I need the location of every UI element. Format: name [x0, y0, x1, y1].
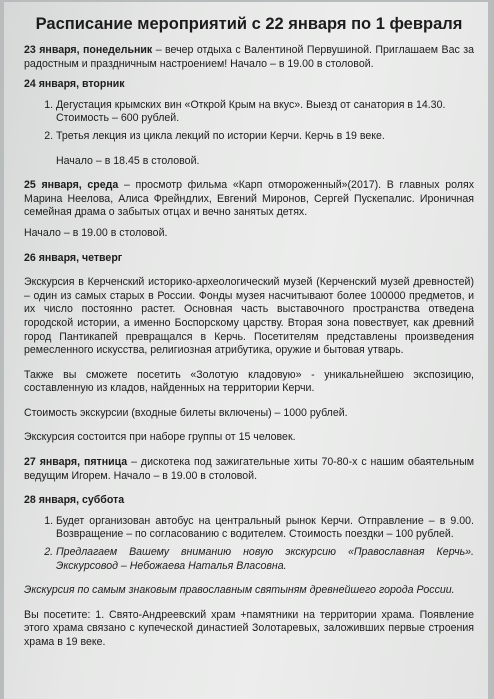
event-text: – вечер отдыха с Валентиной Первушиной. Приглашаем Вас за радостным и праздничным настроением! Начало – в 19.00 в столовой. [24, 44, 475, 70]
event-text: – просмотр фильма «Карп отмороженный»(2017). В главных ролях Марина Неелова, Алиса Фрейндлих, Евгений Миронов, Сергей Пускепалис. Ироничная семейная драма о забытых отцах и вечно занятых детях. [24, 179, 474, 219]
start-time-jan-25: Начало – в 19.00 в столовой. [24, 226, 168, 239]
list-item: 2. Предлагаем Вашему вниманию новую экскурсию «Православная Керчь». Экскурсовод – Небожаева Наталья Власовна. [56, 546, 474, 573]
orthodox-tour-note: Экскурсия по самым знаковым православным святыням древнейшего города России. [24, 584, 455, 597]
day-heading: 27 января, пятница [24, 456, 128, 469]
event-jan-23 [24, 44, 474, 71]
tour-price: Стоимость экскурсии (входные билеты включены) – 1000 рублей. [24, 406, 348, 419]
gold-pantry-note: Также вы сможете посетить «Золотую кладовую» - уникальнейшею экспозицию, составленную из кладов, найденных на территории Керчи. [24, 368, 474, 395]
start-time-jan-24: Начало – в 18.45 в столовой. [56, 154, 200, 167]
event-text: – дискотека под зажигательные хиты 70-80-х с нашим обаятельным ведущим Игорем. Начало – в 19.00 в столовой. [24, 456, 474, 482]
group-size-note: Экскурсия состоится при наборе группы от 15 человек. [24, 431, 296, 444]
event-jan-27 [24, 456, 474, 483]
schedule-sheet [4, 2, 488, 699]
page-title: Расписание мероприятий с 22 января по 1 февраля [35, 15, 463, 33]
day-heading: 23 января, понедельник [24, 44, 153, 56]
museum-description: Экскурсия в Керченский историко-археологический музей (Керченский музей древностей) – один из самых старых в России. Фонды музея насчитывают более 100000 предметов, и их число постоянно растет. Основная часть выставочного пространства отведена городской истории, а именно Боспорскому царству. Вторая зона повествует, как древний город Пантикапей превращался в Керчь. Посетителям представлены произведения ремесленного искусства, религиозная атрибутика, оружие и бытовая утварь. [24, 276, 474, 357]
day-heading-jan-28: 28 января, суббота [24, 494, 125, 507]
list-item: 1. Будет организован автобус на центральный рынок Керчи. Отправление – в 9.00. Возвращение – по согласованию с водителем. Стоимость поездки – 100 рублей. [56, 515, 474, 542]
list-item: 1. Дегустация крымских вин «Открой Крым на вкус». Выезд от санатория в 14.30. Стоимость – 600 рублей. [56, 99, 474, 126]
event-list-jan-24 [24, 99, 474, 144]
list-item: 2. Третья лекция из цикла лекций по истории Керчи. Керчь в 19 веке. [56, 130, 474, 144]
visit-description: Вы посетите: 1. Свято-Андреевский храм +памятники на территории храма. Появление этого храма связано с купеческой династией Золотаревых, заложивших первые строения храма в 19 веке. [24, 608, 474, 648]
day-heading-jan-24: 24 января, вторник [24, 78, 125, 91]
day-heading-jan-26: 26 января, четверг [24, 251, 123, 264]
day-heading: 25 января, среда [24, 179, 119, 192]
event-jan-25 [24, 179, 474, 220]
event-list-jan-28 [24, 515, 474, 573]
